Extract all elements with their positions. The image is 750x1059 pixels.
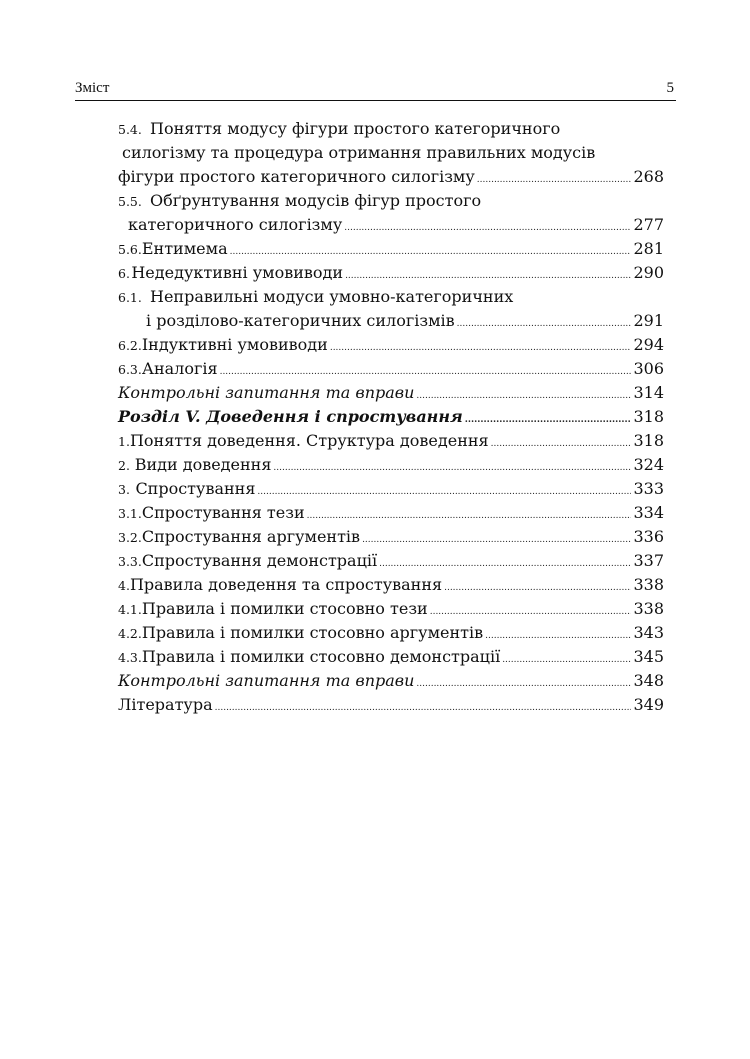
toc-entry-2: 2. Види доведення ..... 324 [118, 453, 664, 477]
toc-page-number: 338 [633, 599, 664, 618]
header-title: Зміст [75, 80, 110, 96]
toc-entry-4: 4. Правила доведення та спростування ..... 338 [118, 573, 664, 597]
toc-entry-3-3: 3.3. Спростування демонстрації ..... 337 [118, 549, 664, 573]
toc-page-number: 345 [633, 647, 664, 666]
toc-entry-review-questions: Контрольні запитання та вправи ..... 314 [118, 381, 664, 405]
toc-page-number: 294 [633, 335, 664, 354]
toc-page-number: 268 [633, 167, 664, 186]
toc-entry-5-5-line-1: 5.5. Обґрунтування модусів фігур простого [118, 191, 482, 210]
running-header [75, 78, 676, 101]
table-of-contents [118, 117, 664, 717]
toc-entry-5-4-line-2: силогізму та процедура отримання правильних модусів [122, 143, 596, 162]
toc-entry-3-2: 3.2. Спростування аргументів ..... 336 [118, 525, 664, 549]
toc-page-number: 306 [633, 359, 664, 378]
toc-entry-4-2: 4.2. Правила і помилки стосовно аргументів ..... 343 [118, 621, 664, 645]
toc-page-number: 348 [633, 671, 664, 690]
toc-entry-5-5-line-2: категоричного силогізму ..... 277 [118, 213, 664, 237]
toc-entry-5-6: 5.6. Ентимема ..... 281 [118, 237, 664, 261]
toc-page-number: 314 [633, 383, 664, 402]
dot-leader [215, 696, 632, 720]
header-page-number: 5 [666, 80, 674, 96]
toc-entry-5-4-line-3: фігури простого категоричного силогізму ..... 268 [118, 165, 664, 189]
toc-page-number: 291 [633, 311, 664, 330]
toc-entry-6-3: 6.3. Аналогія ..... 306 [118, 357, 664, 381]
toc-page-number: 318 [633, 407, 664, 426]
toc-page-number: 334 [633, 503, 664, 522]
toc-page-number: 337 [633, 551, 664, 570]
toc-entry-6: 6. Недедуктивні умовиводи ..... 290 [118, 261, 664, 285]
toc-page-number: 290 [633, 263, 664, 282]
toc-page-number: 324 [633, 455, 664, 474]
toc-entry-6-2: 6.2. Індуктивні умовиводи ..... 294 [118, 333, 664, 357]
toc-entry-literature: Література ..... 349 [118, 693, 664, 717]
toc-page-number: 277 [633, 215, 664, 234]
toc-entry-6-1-line-2: і розділово-категоричних силогізмів ..... 291 [118, 309, 664, 333]
toc-entry-4-1: 4.1. Правила і помилки стосовно тези ..... 338 [118, 597, 664, 621]
toc-page-number: 343 [633, 623, 664, 642]
toc-entry-6-1-line-1: 6.1. Неправильні модуси умовно-категоричних [118, 287, 514, 306]
toc-entry-review-questions-2: Контрольні запитання та вправи ..... 348 [118, 669, 664, 693]
toc-entry-section-v: Розділ V. Доведення і спростування ..... 318 [118, 405, 664, 429]
toc-page-number: 349 [633, 695, 664, 714]
toc-page-number: 338 [633, 575, 664, 594]
toc-entry-5-4-line-1: 5.4. Поняття модусу фігури простого категоричного [118, 119, 561, 138]
toc-entry-3-1: 3.1. Спростування тези ..... 334 [118, 501, 664, 525]
toc-entry-3: 3. Спростування ..... 333 [118, 477, 664, 501]
toc-page-number: 281 [633, 239, 664, 258]
toc-page-number: 318 [633, 431, 664, 450]
toc-entry-4-3: 4.3. Правила і помилки стосовно демонстрації ..... 345 [118, 645, 664, 669]
toc-page-number: 336 [633, 527, 664, 546]
toc-page-number: 333 [633, 479, 664, 498]
toc-entry-1: 1. Поняття доведення. Структура доведення ..... 318 [118, 429, 664, 453]
